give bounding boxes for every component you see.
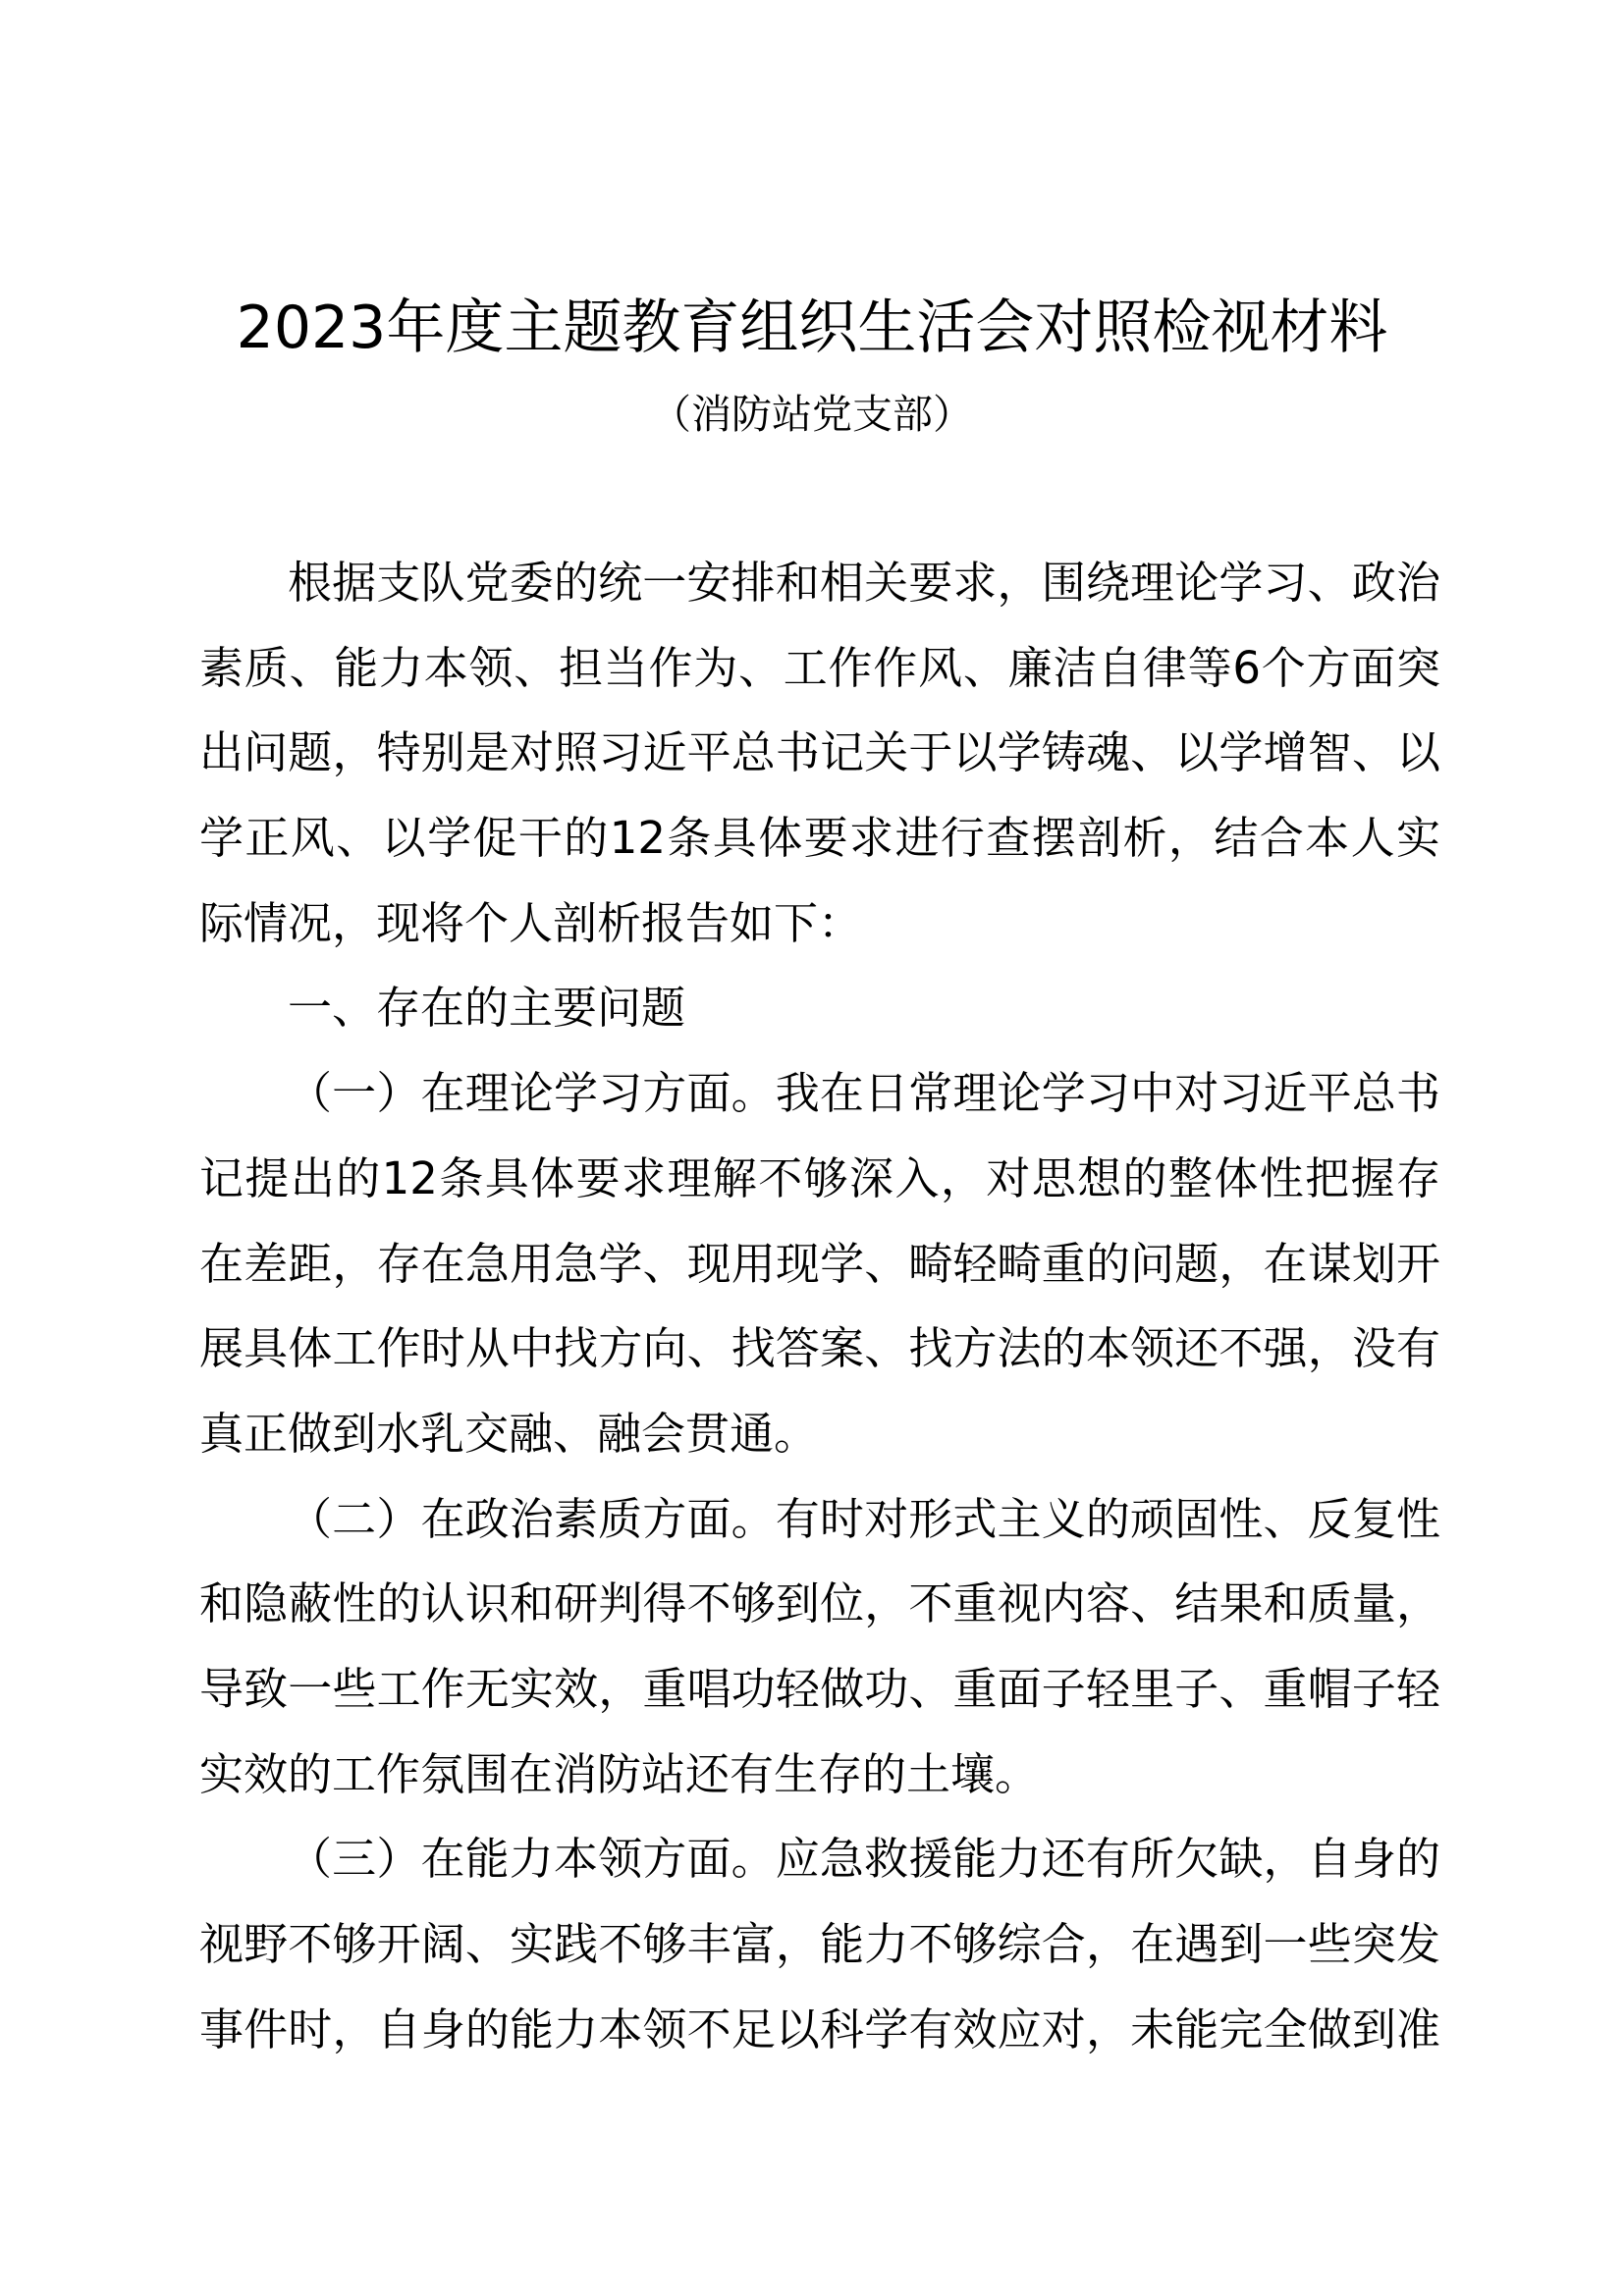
text-line: （一）在理论学习方面。我在日常理论学习中对习近平总书 (288, 1067, 1440, 1120)
document-subtitle: （消防站党支部） (651, 391, 973, 438)
document-title: 2023年度主题教育组织生活会对照检视材料 (236, 294, 1388, 362)
paragraph (199, 541, 1440, 966)
text-line: 际情况，现将个人剖析报告如下： (199, 896, 863, 949)
text-line: 视野不够开阔、实践不够丰富，能力不够综合，在遇到一些突发 (199, 1918, 1440, 1970)
text-line: 出问题，特别是对照习近平总书记关于以学铸魂、以学增智、以 (199, 726, 1440, 779)
text-line: 在差距，存在急用急学、现用现学、畸轻畸重的问题，在谋划开 (199, 1237, 1440, 1290)
paragraph (199, 1817, 1440, 2072)
text-line: 一、存在的主要问题 (288, 982, 686, 1035)
text-line: 事件时，自身的能力本领不足以科学有效应对，未能完全做到准 (199, 2002, 1440, 2056)
document-body (199, 541, 1440, 2072)
text-line: 真正做到水乳交融、融会贯通。 (199, 1407, 819, 1460)
text-line: 记提出的12条具体要求理解不够深入，对思想的整体性把握存 (199, 1151, 1440, 1204)
text-line: （三）在能力本领方面。应急救援能力还有所欠缺，自身的 (288, 1833, 1440, 1886)
text-line: 实效的工作氛围在消防站还有生存的土壤。 (199, 1747, 1040, 1800)
text-line: 素质、能力本领、担当作为、工作作风、廉洁自律等6个方面突 (199, 641, 1440, 694)
text-line: 展具体工作时从中找方向、找答案、找方法的本领还不强，没有 (199, 1322, 1440, 1375)
text-line: 根据支队党委的统一安排和相关要求，围绕理论学习、政治 (288, 557, 1440, 609)
section-heading (199, 966, 1440, 1051)
text-line: 和隐蔽性的认识和研判得不够到位，不重视内容、结果和质量， (199, 1577, 1440, 1630)
paragraph (199, 1477, 1440, 1818)
text-line: （二）在政治素质方面。有时对形式主义的顽固性、反复性 (288, 1492, 1440, 1545)
paragraph (199, 1051, 1440, 1476)
text-line: 学正风、以学促干的12条具体要求进行查摆剖析，结合本人实 (199, 812, 1440, 865)
text-line: 导致一些工作无实效，重唱功轻做功、重面子轻里子、重帽子轻 (199, 1662, 1440, 1715)
